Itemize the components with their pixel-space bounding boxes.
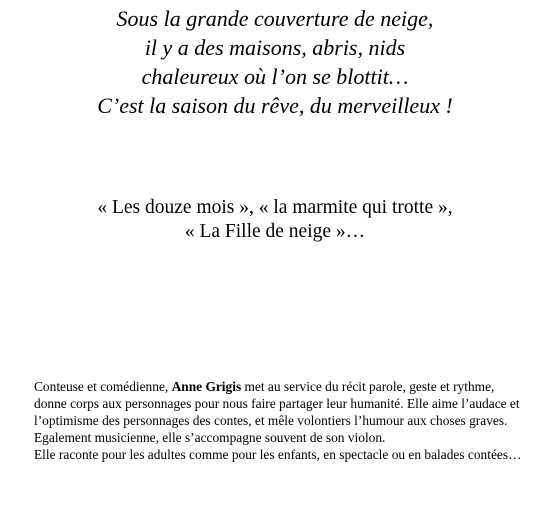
poem-line-1: Sous la grande couverture de neige, — [116, 6, 434, 31]
artist-bio — [34, 378, 524, 463]
story-titles-line-2: « La Fille de neige »… — [184, 221, 366, 242]
poem-line-3: chaleureux où l’on se blottit… — [141, 64, 409, 89]
story-titles-line-1: « Les douze mois », « la marmite qui trotte », — [97, 197, 453, 218]
bio-paragraph-2: Elle raconte pour les adultes comme pour les enfants, en spectacle ou en balades contées… — [34, 447, 522, 462]
poem-stanza — [0, 4, 550, 120]
artist-name: Anne Grigis — [171, 379, 242, 394]
story-titles — [0, 196, 550, 244]
bio-paragraph-1-text: met au service du récit parole, geste et rythme, donne corps aux personnages pour nous faire partager leur humanité. Elle aime l’audace et l’optimisme des personnages des contes, et mêle volontiers l’humour aux choses graves. Egalement musicienne, elle s’accompagne souvent de son violon. — [34, 379, 520, 445]
poem-line-4: C’est la saison du rêve, du merveilleux ! — [97, 93, 453, 118]
bio-paragraph-1 — [34, 378, 524, 446]
bio-intro: Conteuse et comédienne, — [34, 379, 172, 394]
poem-line-2: il y a des maisons, abris, nids — [144, 35, 406, 60]
